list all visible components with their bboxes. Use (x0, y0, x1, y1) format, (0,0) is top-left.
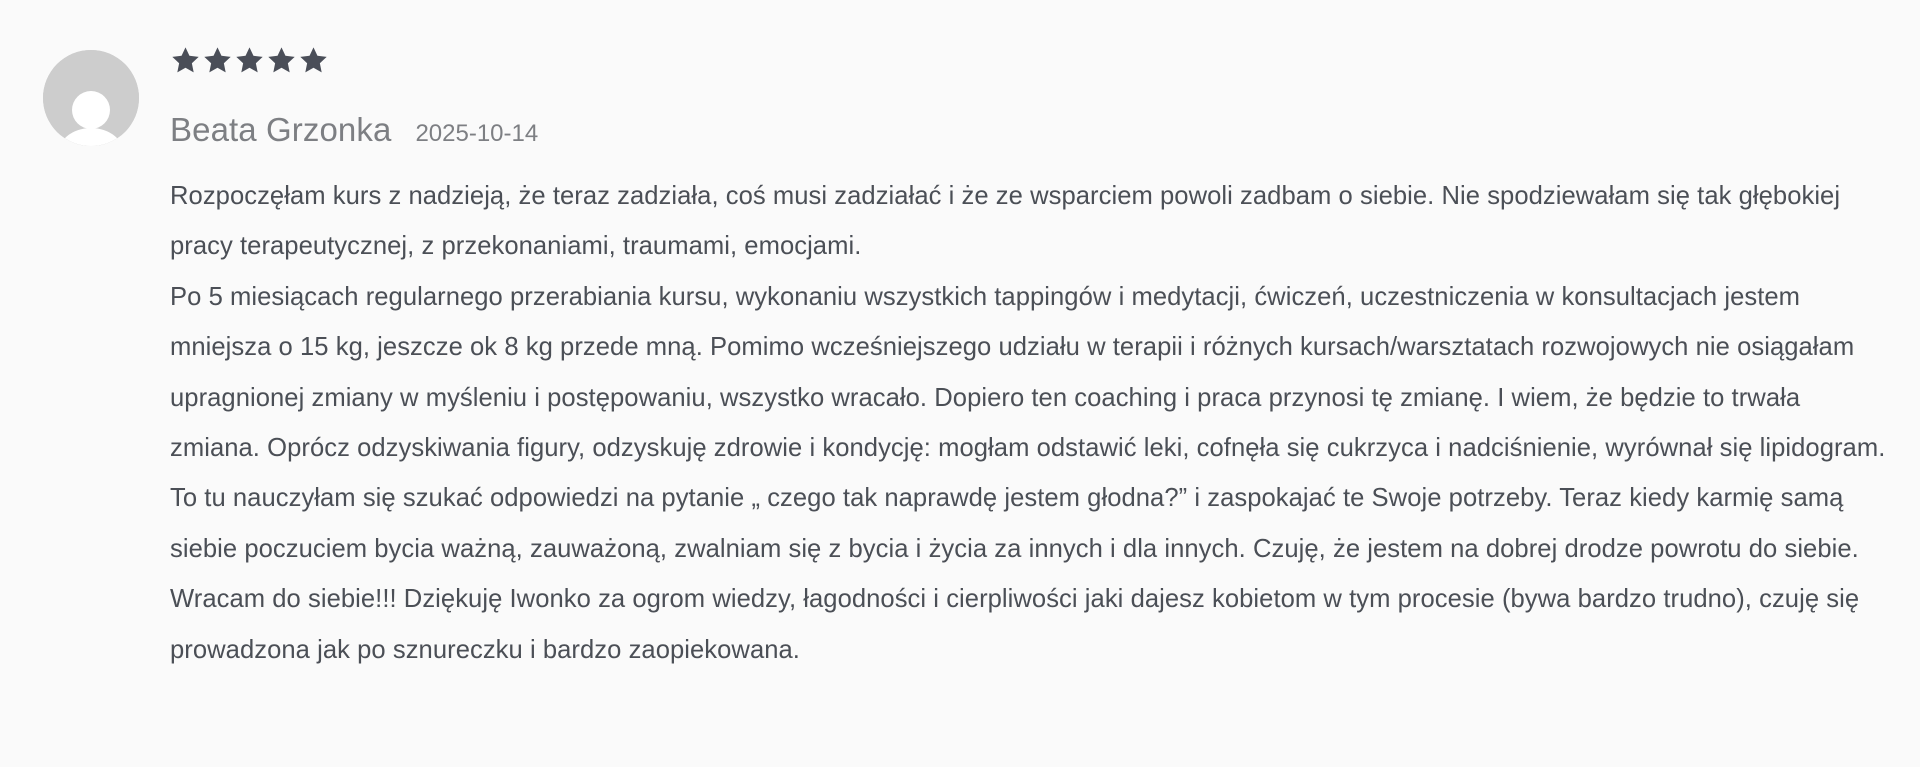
review-meta (170, 111, 1890, 155)
star-icon (234, 45, 265, 76)
review-date: 2025-10-14 (415, 120, 539, 147)
review-text (170, 171, 1890, 675)
star-icon (266, 45, 297, 76)
review-paragraph: Rozpoczęłam kurs z nadzieją, że teraz zadziała, coś musi zadziałać i że ze wsparciem powoli zadbam o siebie. Nie spodziewałam się tak głębokiej pracy terapeutycznej, z przekonaniami, traumami, emocjami. (170, 182, 1841, 261)
star-rating (170, 44, 1890, 77)
star-icon (298, 45, 329, 76)
default-user-avatar-icon (43, 50, 139, 146)
review-paragraph: Po 5 miesiącach regularnego przerabiania kursu, wykonaniu wszystkich tappingów i medytacji, ćwiczeń, uczestniczenia w konsultacjach jestem mniejsza o 15 kg, jeszcze ok 8 kg przede mną. Pomimo wcześniejszego udziału w terapii i różnych kursach/warsztatach rozwojowych nie osiągałam upragnionej zmiany w myśleniu i postępowaniu, wszystko wracało. Dopiero ten coaching i praca przynosi tę zmianę. I wiem, że będzie to trwała zmiana. Oprócz odzyskiwania figury, odzyskuję zdrowie i kondycję: mogłam odstawić leki, cofnęła się cukrzyca i nadciśnienie, wyrównał się lipidogram. To tu nauczyłam się szukać odpowiedzi na pytanie „ czego tak naprawdę jestem głodna?” i zaspokajać te Swoje potrzeby. Teraz kiedy karmię samą siebie poczuciem bycia ważną, zauważoną, zwalniam się z bycia i życia za innych i dla innych. Czuję, że jestem na dobrej drodze powrotu do siebie. Wracam do siebie!!! Dziękuję Iwonko za ogrom wiedzy, łagodności i cierpliwości jaki dajesz kobietom w tym procesie (bywa bardzo trudno), czuję się prowadzona jak po sznureczku i bardzo zaopiekowana. (170, 282, 1886, 664)
star-icon (202, 45, 233, 76)
author-name: Beata Grzonka (170, 111, 392, 148)
star-icon (170, 45, 201, 76)
review-content (170, 44, 1890, 675)
